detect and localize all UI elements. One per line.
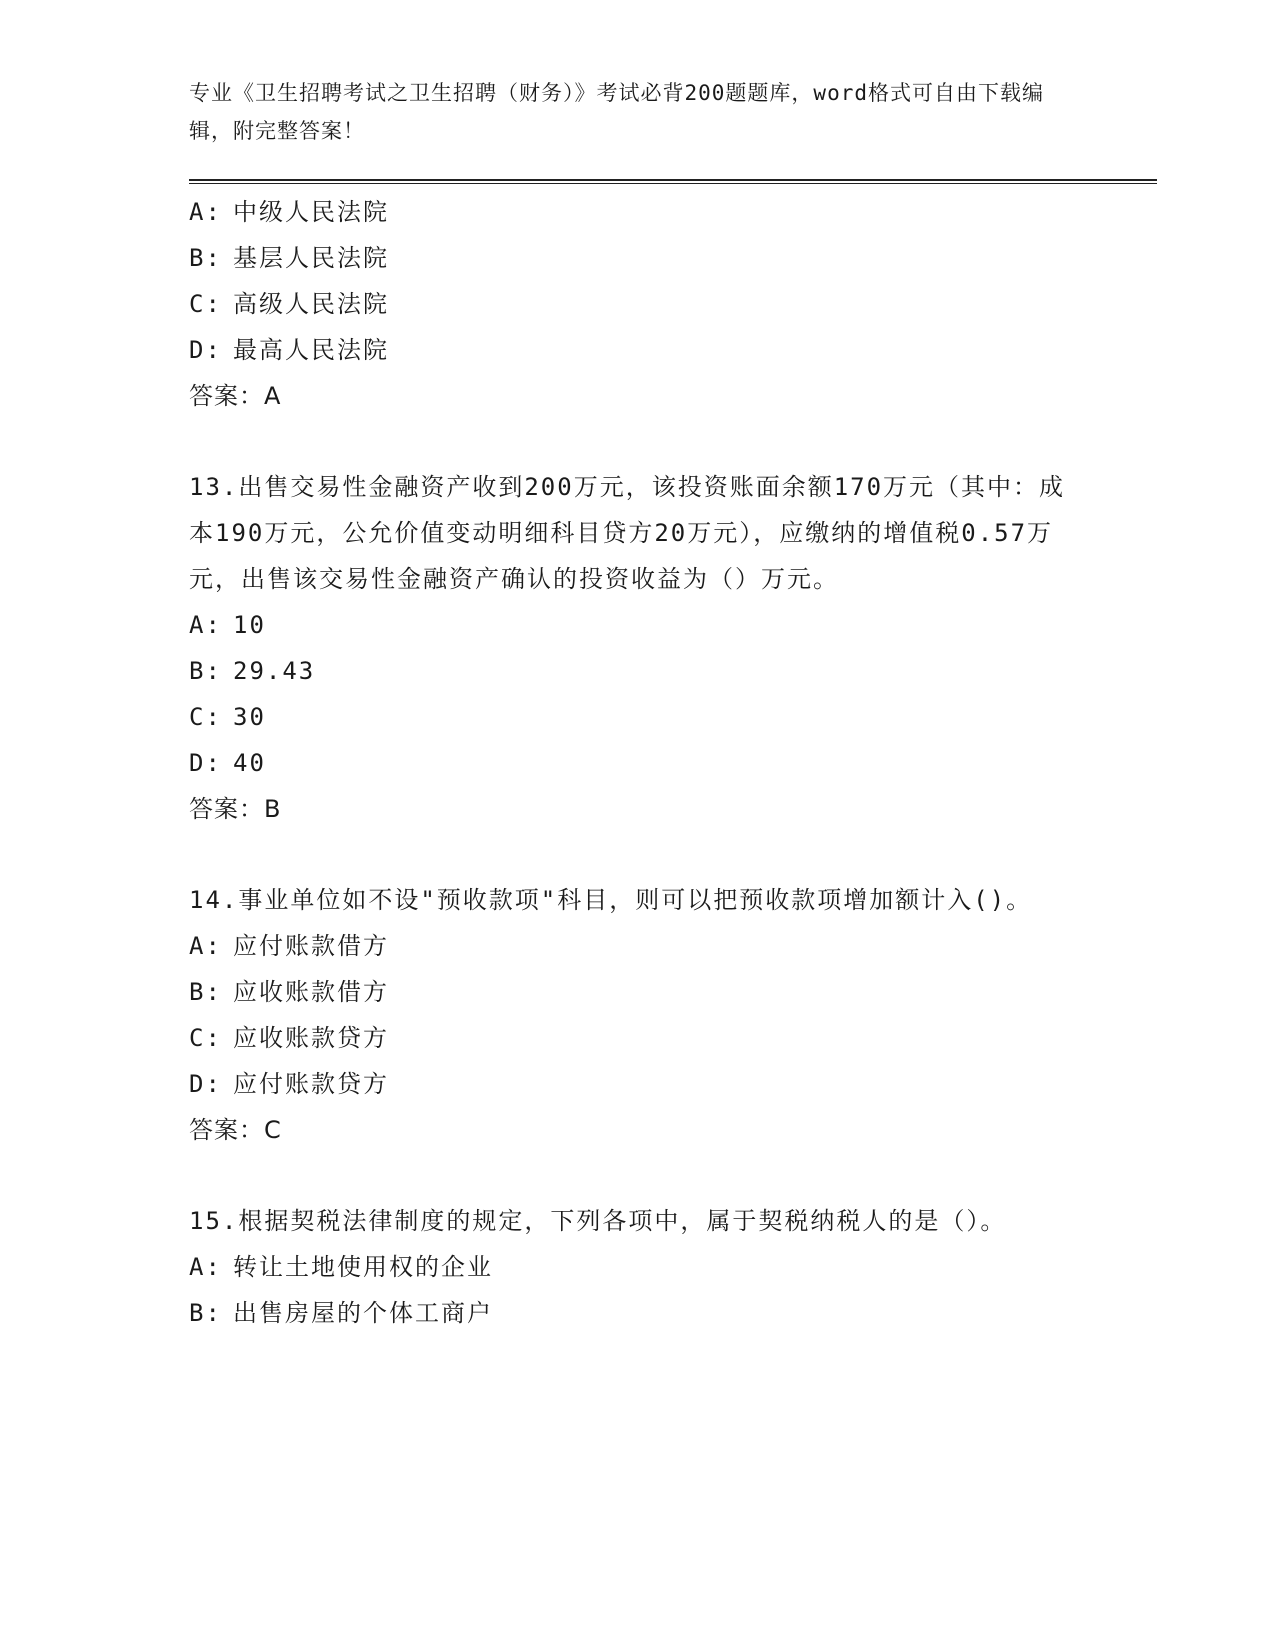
option-label: B: xyxy=(189,1299,222,1327)
option-text: 应收账款贷方 xyxy=(233,1024,389,1052)
option-text: 最高人民法院 xyxy=(233,336,389,364)
option-d xyxy=(189,740,1079,786)
option-a xyxy=(189,602,1079,648)
option-text: 中级人民法院 xyxy=(233,198,389,226)
option-label: A: xyxy=(189,932,222,960)
option-d xyxy=(189,1061,1079,1107)
option-b xyxy=(189,1290,1079,1336)
option-c xyxy=(189,1015,1079,1061)
option-label: D: xyxy=(189,336,222,364)
option-a xyxy=(189,923,1079,969)
option-label: A: xyxy=(189,198,222,226)
option-text: 高级人民法院 xyxy=(233,290,389,318)
question-13 xyxy=(189,464,1079,832)
question-stem: 14.事业单位如不设"预收款项"科目，则可以把预收款项增加额计入()。 xyxy=(189,886,1033,914)
option-label: B: xyxy=(189,244,222,272)
question-stem: 15.根据契税法律制度的规定，下列各项中，属于契税纳税人的是（）。 xyxy=(189,1207,1007,1235)
option-c xyxy=(189,694,1079,740)
answer-line: 答案：A xyxy=(189,382,282,410)
option-text: 出售房屋的个体工商户 xyxy=(233,1299,493,1327)
question-14 xyxy=(189,877,1079,1153)
option-text: 应付账款借方 xyxy=(233,932,389,960)
answer-line: 答案：C xyxy=(189,1116,282,1144)
option-label: B: xyxy=(189,657,222,685)
option-d xyxy=(189,327,1079,373)
option-text: 应收账款借方 xyxy=(233,978,389,1006)
document-header: 专业《卫生招聘考试之卫生招聘（财务）》考试必背200题题库，word格式可自由下载编辑，附完整答案！ xyxy=(189,81,1044,143)
option-text: 29.43 xyxy=(233,657,316,685)
option-text: 应付账款贷方 xyxy=(233,1070,389,1098)
question-list xyxy=(189,189,1079,1336)
question-12 xyxy=(189,189,1079,419)
question-stem: 13.出售交易性金融资产收到200万元，该投资账面余额170万元（其中：成本190万元，公允价值变动明细科目贷方20万元），应缴纳的增值税0.57万元，出售该交易性金融资产确认的投资收益为（）万元。 xyxy=(189,473,1066,593)
option-label: C: xyxy=(189,290,222,318)
option-label: B: xyxy=(189,978,222,1006)
option-a xyxy=(189,1244,1079,1290)
question-15 xyxy=(189,1198,1079,1336)
option-text: 基层人民法院 xyxy=(233,244,389,272)
option-b xyxy=(189,969,1079,1015)
option-label: D: xyxy=(189,1070,222,1098)
option-c xyxy=(189,281,1079,327)
option-label: D: xyxy=(189,749,222,777)
option-b xyxy=(189,235,1079,281)
option-label: A: xyxy=(189,611,222,639)
option-label: A: xyxy=(189,1253,222,1281)
option-label: C: xyxy=(189,703,222,731)
option-text: 30 xyxy=(233,703,266,731)
header-rule-thin xyxy=(189,183,1157,184)
option-a xyxy=(189,189,1079,235)
answer-line: 答案：B xyxy=(189,795,282,823)
option-b xyxy=(189,648,1079,694)
option-text: 转让土地使用权的企业 xyxy=(233,1253,493,1281)
header-rule-thick xyxy=(189,179,1157,181)
option-text: 10 xyxy=(233,611,266,639)
option-text: 40 xyxy=(233,749,266,777)
option-label: C: xyxy=(189,1024,222,1052)
